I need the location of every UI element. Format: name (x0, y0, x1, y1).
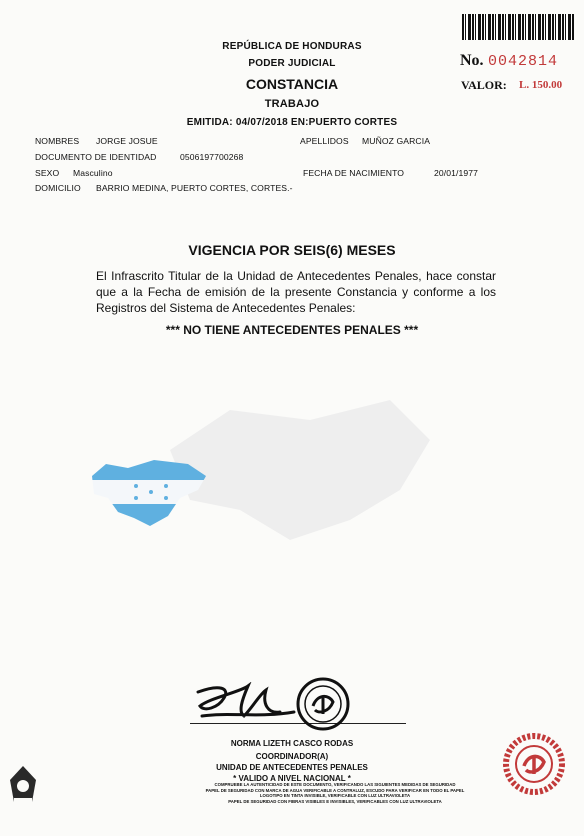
footer-security-line: LOGOTIPO EN TINTA INVISIBLE, VERIFICABLE CON LUZ ULTRAVIOLETA (259, 793, 411, 798)
signature-scribble (190, 682, 300, 726)
id-value: 0506197700268 (180, 152, 244, 162)
valor-label: VALOR: (461, 78, 507, 92)
country-name: REPÚBLICA DE HONDURAS (222, 41, 362, 52)
validity-heading: VIGENCIA POR SEIS(6) MESES (188, 242, 396, 258)
signer-unit: UNIDAD DE ANTECEDENTES PENALES (216, 763, 368, 772)
signer-role: COORDINADOR(A) (255, 752, 329, 761)
valor-amount: L. 150.00 (519, 79, 563, 91)
footer-security-line: PAPEL DE SEGURIDAD CON FIBRAS VISIBLES E INVISIBLES, VERIFICABLES CON LUZ ULTRAVIOLETA (228, 798, 442, 804)
serial-label: No. (460, 52, 484, 69)
honduras-map-icon (88, 454, 216, 530)
branch-name: PODER JUDICIAL (248, 58, 336, 69)
official-seal-icon (295, 676, 351, 732)
names-value: JORGE JOSUE (96, 136, 158, 146)
issued-line: EMITIDA: 04/07/2018 EN:PUERTO CORTES (186, 117, 398, 128)
judicial-emblem-icon (6, 764, 40, 806)
sex-label: SEXO (35, 168, 60, 178)
surnames-value: MUÑOZ GARCIA (362, 136, 431, 146)
barcode (462, 14, 574, 40)
footer-security-line: PAPEL DE SEGURIDAD CON MARCA DE AGUA VERIFICABLE A CONTRALUZ, ESCUDO PARA VERIFICAR EN TODO EL PAPEL (205, 787, 465, 793)
sex-value: Masculino (73, 168, 113, 178)
surnames-label: APELLIDOS (300, 136, 349, 146)
address-label: DOMICILIO (35, 183, 81, 193)
id-label: DOCUMENTO DE IDENTIDAD (35, 152, 157, 162)
address-value: BARRIO MEDINA, PUERTO CORTES, CORTES.- (96, 183, 293, 193)
signer-name: NORMA LIZETH CASCO RODAS (230, 739, 354, 748)
names-label: NOMBRES (35, 136, 80, 146)
serial-number: 0042814 (488, 53, 559, 70)
dob-label: FECHA DE NACIMIENTO (303, 168, 405, 178)
red-security-seal-icon (502, 732, 566, 796)
certification-paragraph: El Infrascrito Titular de la Unidad de Antecedentes Penales, hace constar que a la Fecha de emisión de la presente Constancia y conforme a los Registros del Sistema de Antecedentes Penales: (96, 269, 496, 315)
dob-value: 20/01/1977 (434, 168, 479, 178)
purpose: TRABAJO (264, 98, 320, 110)
result-statement: *** NO TIENE ANTECEDENTES PENALES *** (165, 323, 419, 337)
validity-scope: * VALIDO A NIVEL NACIONAL * (233, 774, 351, 783)
footer-security-line: COMPRUEBE LA AUTENTICIDAD DE ESTE DOCUMENTO, VERIFICANDO LAS SIGUIENTES MEDIDAS DE SEGURIDAD (214, 782, 456, 787)
document-title: CONSTANCIA (245, 76, 339, 92)
